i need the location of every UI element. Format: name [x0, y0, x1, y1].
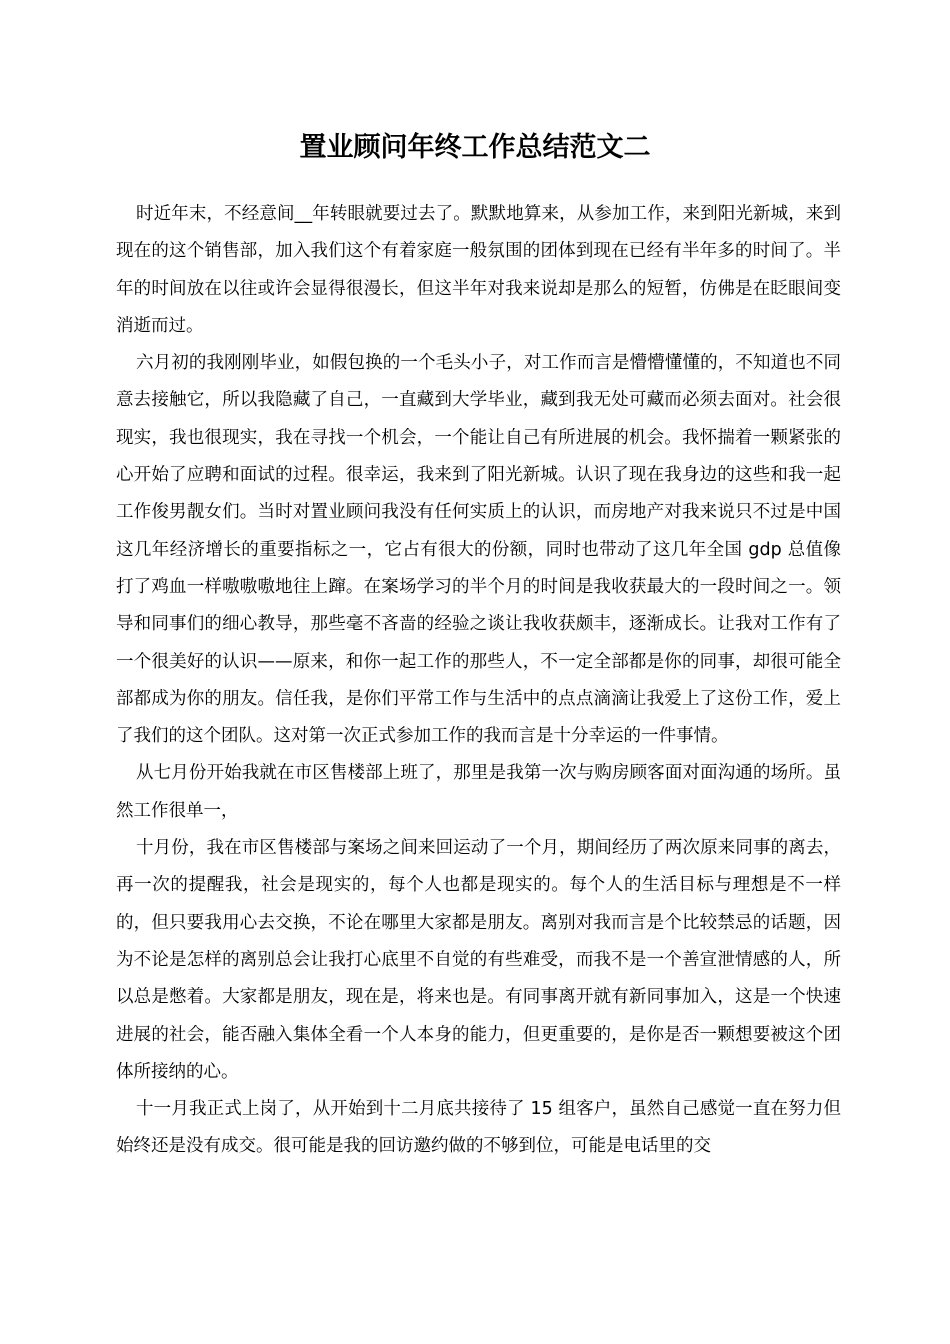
paragraph-4: 十月份，我在市区售楼部与案场之间来回运动了一个月，期间经历了两次原来同事的离去，再一次的提醒我，社会是现实的，每个人也都是现实的。每个人的生活目标与理想是不一样的，但只要我用心去交换，不论在哪里大家都是朋友。离别对我而言是个比较禁忌的话题，因为不论是怎样的离别总会让我打心底里不自觉的有些难受，而我不是一个善宣泄情感的人，所以总是憋着。大家都是朋友，现在是，将来也是。有同事离开就有新同事加入，这是一个快速进展的社会，能否融入集体全看一个人本身的能力，但更重要的，是你是否一颗想要被这个团体所接纳的心。: [116, 838, 841, 1082]
paragraph-3: 从七月份开始我就在市区售楼部上班了，那里是我第一次与购房顾客面对面沟通的场所。虽然工作很单一，: [116, 763, 841, 821]
paragraph-1: 时近年末，不经意间__年转眼就要过去了。默默地算来，从参加工作，来到阳光新城，来到现在的这个销售部，加入我们这个有着家庭一般氛围的团体到现在已经有半年多的时间了。半年的时间放在以往或许会显得很漫长，但这半年对我来说却是那么的短暂，仿佛是在眨眼间变消逝而过。: [116, 204, 841, 336]
document-title: 置业顾问年终工作总结范文二: [299, 132, 651, 163]
document-body: [116, 196, 841, 1166]
paragraph-2: 六月初的我刚刚毕业，如假包换的一个毛头小子，对工作而言是懵懵懂懂的，不知道也不同意去接触它，所以我隐藏了自己，一直藏到大学毕业，藏到我无处可藏而必须去面对。社会很现实，我也很现实，我在寻找一个机会，一个能让自己有所进展的机会。我怀揣着一颗紧张的心开始了应聘和面试的过程。很幸运，我来到了阳光新城。认识了现在我身边的这些和我一起工作俊男靓女们。当时对置业顾问我没有任何实质上的认识，而房地产对我来说只不过是中国这几年经济增长的重要指标之一，它占有很大的份额，同时也带动了这几年全国 gdp 总值像打了鸡血一样嗷嗷嗷地往上蹿。在案场学习的半个月的时间是我收获最大的一段时间之一。领导和同事们的细心教导，那些毫不吝啬的经验之谈让我收获颇丰，逐渐成长。让我对工作有了一个很美好的认识——原来，和你一起工作的那些人，不一定全部都是你的同事，却很可能全部都成为你的朋友。信任我，是你们平常工作与生活中的点点滴滴让我爱上了这份工作，爱上了我们的这个团队。这对第一次正式参加工作的我而言是十分幸运的一件事情。: [116, 353, 841, 747]
paragraph-5: 十一月我正式上岗了，从开始到十二月底共接待了 15 组客户，虽然自己感觉一直在努力但始终还是没有成交。很可能是我的回访邀约做的不够到位，可能是电话里的交: [116, 1099, 841, 1157]
